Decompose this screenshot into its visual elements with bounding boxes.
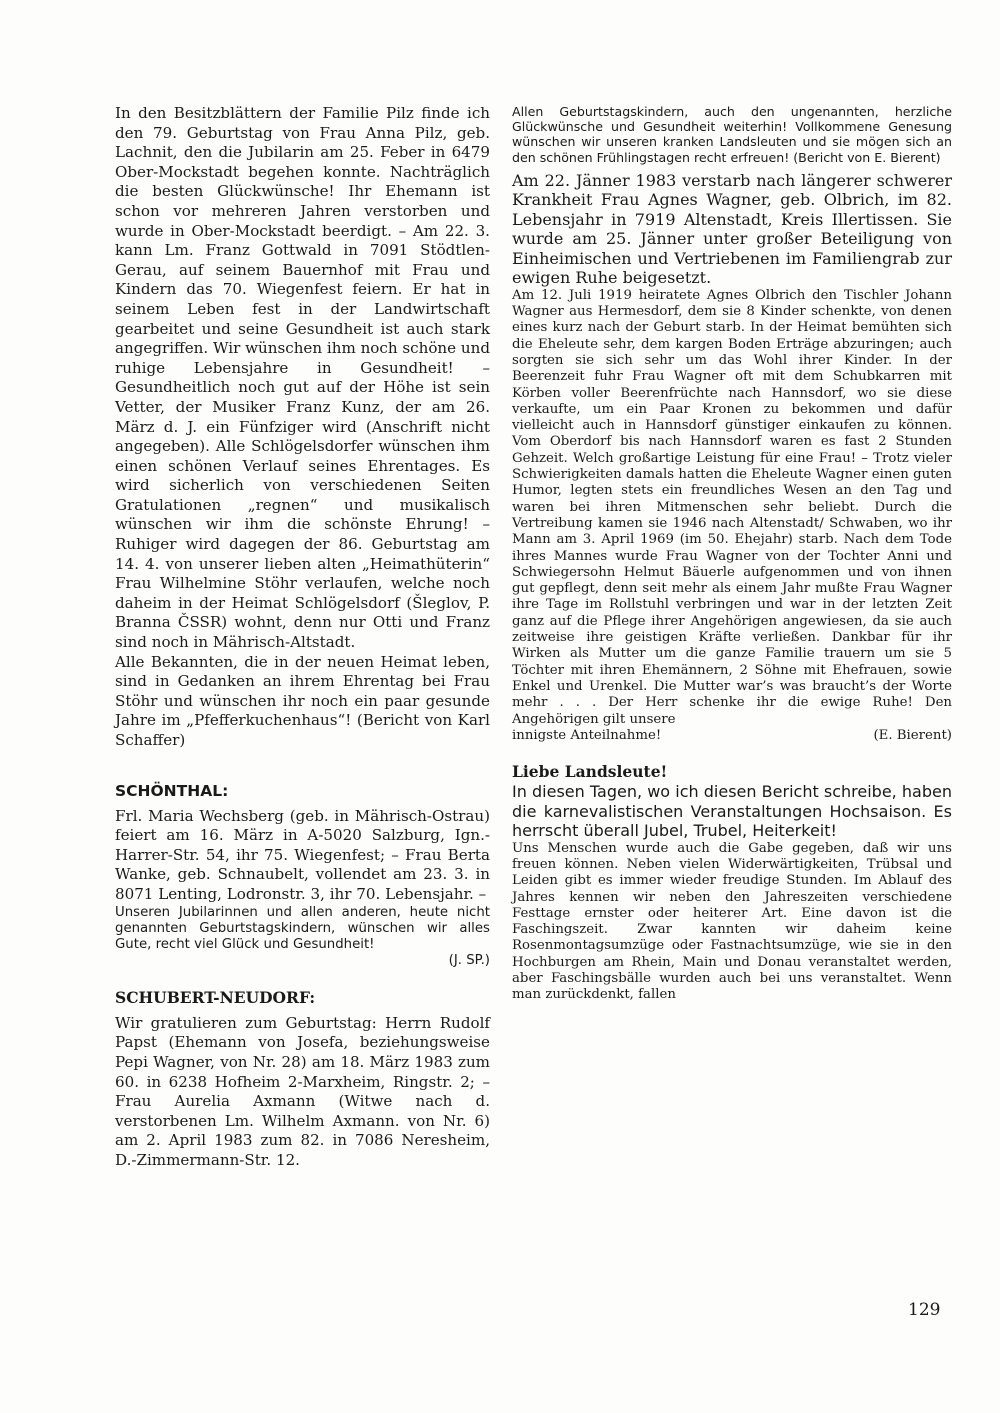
wagner-life-story: Am 12. Juli 1919 heiratete Agnes Olbrich den Tischler Johann Wagner aus Hermesdorf, dem sie 8 Kinder schenkte, von denen eines kurz nach der Geburt starb. In der Heimat bemühten sich die Eheleute sehr, dem kargen Boden Erträge abzuringen; auch sorgten sie sich sehr um das Wohl ihrer Kinder. In der Beerenzeit fuhr Frau Wagner oft mit dem Schubkarren mit Körben voller Beerenfrüchte nach Hannsdorf, wo sie diese verkaufte, um ein Paar Kronen zu bekommen und dafür vielleicht auch in Hannsdorf günstiger einkaufen zu können. Vom Oberdorf bis nach Hannsdorf waren es fast 2 Stunden Gehzeit. Welch großartige Leistung für eine Frau! – Trotz vieler Schwierigkeiten damals hatten die Eheleute Wagner einen guten Humor, legten stets ein freundliches Wesen an den Tag und waren bei ihren Mitmenschen sehr beliebt. Durch die Vertreibung kamen sie 1946 nach Altenstadt/ Schwaben, wo ihr Mann am 3. April 1969 (im 50. Ehejahr) starb. Nach dem Tode ihres Mannes wurde Frau Wagner von der Tochter Anni und Schwiegersohn Helmut Bäuerle aufgenommen und von ihnen gut gepflegt, denn seit mehr als einem Jahr mußte Frau Wagner ihre Tage im Rollstuhl verbringen und war in der letzten Zeit ganz auf die Pflege ihrer Angehörigen angewiesen, da sie auch zeitweise ihre geistigen Kräfte verließen. Dankbar für ihr Wirken als Mutter um die ganze Familie trauern um sie 5 Töchter mit ihren Ehemännern, 2 Söhne mit Ehefrauen, sowie Enkel und Urenkel. Die Mutter war’s was braucht’s der Worte mehr . . . Der Herr schenke ihr die ewige Ruhe! Den Angehörigen gilt unsere: [512, 287, 952, 727]
right-column: [512, 104, 952, 1004]
carnival-text: Uns Menschen wurde auch die Gabe gegeben, daß wir uns freuen können. Neben vielen Widerwärtigkeiten, Trübsal und Leiden gibt es immer wieder freudige Stunden. Im Ablauf des Jahres kennen wir neben den Jahreszeiten verschiedene Festtage ernster oder heiterer Art. Eine davon ist die Faschingszeit. Zwar kannten wir daheim keine Rosenmontagsumzüge oder Fastnachtsumzüge, wie sie in den Hochburgen am Rhein, Main und Donau veranstaltet werden, aber Faschingsbälle wurden auch bei uns veranstaltet. Wenn man zurückdenkt, fallen: [512, 840, 952, 1003]
carnival-intro: In diesen Tagen, wo ich diesen Bericht schreibe, haben die karnevalistischen Veranstaltungen Hochsaison. Es herrscht überall Jubel, Trubel, Heiterkeit!: [512, 782, 952, 841]
condolence-text: innigste Anteilnahme!: [512, 727, 662, 743]
wagner-obituary-closing: [512, 728, 952, 744]
schoenthal-birthdays: Frl. Maria Wechsberg (geb. in Mährisch-Ostrau) feiert am 16. März in A-5020 Salzburg, Ign.-Harrer-Str. 54, ihr 75. Wiegenfest; – Frau Berta Wanke, geb. Schnaubelt, vollendet am 23. 3. in 8071 Lenting, Lodronstr. 3, ihr 70. Lebensjahr. –: [115, 806, 490, 903]
schubert-neudorf-heading: SCHUBERT-NEUDORF:: [115, 987, 316, 1007]
left-column: [115, 104, 490, 1171]
wagner-credit: (E. Bierent): [873, 727, 952, 743]
pilz-birthday-paragraph: In den Besitzblättern der Familie Pilz finde ich den 79. Geburtstag von Frau Anna Pilz, geb. Lachnit, den die Jubilarin am 25. Feber in 6479 Ober-Mockstadt begehen konnte. Nachträglich die besten Glückwünsche! Ihr Ehemann ist schon vor mehreren Jahren verstorben und wurde in Ober-Mockstadt beerdigt. – Am 22. 3. kann Lm. Franz Gottwald in 7091 Stödtlen-Gerau, auf seinem Bauernhof mit Frau und Kindern das 70. Wiegenfest feiern. Er hat in seinem Leben fest in der Landwirtschaft gearbeitet und seine Gesundheit ist auch stark angegriffen. Wir wünschen ihm noch schöne und ruhige Lebensjahre in Gesundheit! – Gesundheitlich noch gut auf der Höhe ist sein Vetter, der Musiker Franz Kunz, der am 26. März d. J. ein Fünfziger wird (Anschrift nicht angegeben). Alle Schlögelsdorfer wünschen ihm einen schönen Verlauf seines Ehrentages. Es wird sicherlich von verschiedenen Seiten Gratulationen „regnen“ und musikalisch wünschen wir ihm die schönste Ehrung! – Ruhiger wird dagegen der 86. Geburtstag am 14. 4. von unserer lieben alten „Heimathüterin“ Frau Wilhelmine Stöhr verlaufen, welche noch daheim in der Heimat Schlögelsdorf (Šleglov, P. Branna ČSSR) wohnt, denn nur Otti und Franz sind noch in Mährisch-Altstadt.: [115, 104, 490, 652]
wagner-obituary-intro: Am 22. Jänner 1983 verstarb nach längerer schwerer Krankheit Frau Agnes Wagner, geb. Olbrich, im 82. Lebensjahr in 7919 Altenstadt, Kreis Illertissen. Sie wurde am 25. Jänner unter großer Beteiligung von Einheimischen und Vertriebenen im Familiengrab zur ewigen Ruhe beigesetzt.: [512, 170, 952, 288]
schoenthal-wishes: Unseren Jubilarinnen und allen anderen, heute nicht genannten Geburtstagskindern, wünschen wir alles Gute, recht viel Glück und Gesundheit!: [115, 904, 490, 953]
page-number: 129: [908, 1300, 941, 1320]
schoenthal-heading: SCHÖNTHAL:: [115, 781, 229, 800]
stoehr-wishes-paragraph: Alle Bekannten, die in der neuen Heimat leben, sind in Gedanken an ihrem Ehrentag bei Frau Stöhr und wünschen ihr noch ein paar gesunde Jahre im „Pfefferkuchenhaus“! (Bericht von Karl Schaffer): [115, 652, 490, 749]
schoenthal-credit: (J. SP.): [448, 953, 490, 969]
schubert-neudorf-birthdays: Wir gratulieren zum Geburtstag: Herrn Rudolf Papst (Ehemann von Josefa, beziehungsweise Pepi Wagner, von Nr. 28) am 18. März 1983 zum 60. in 6238 Hofheim 2-Marxheim, Ringstr. 2; – Frau Aurelia Axmann (Witwe nach d. verstorbenen Lm. Wilhelm Axmann. von Nr. 6) am 2. April 1983 zum 82. in 7086 Neresheim, D.-Zimmermann-Str. 12.: [115, 1013, 490, 1169]
liebe-landsleute-heading: Liebe Landsleute!: [512, 762, 668, 782]
birthday-wishes-paragraph: Allen Geburtstagskindern, auch den ungenannten, herzliche Glückwünsche und Gesundheit weiterhin! Vollkommene Genesung wünschen wir unseren kranken Landsleuten und sie mögen sich an den schönen Frühlingstagen recht erfreuen! (Bericht von E. Bierent): [512, 104, 952, 165]
